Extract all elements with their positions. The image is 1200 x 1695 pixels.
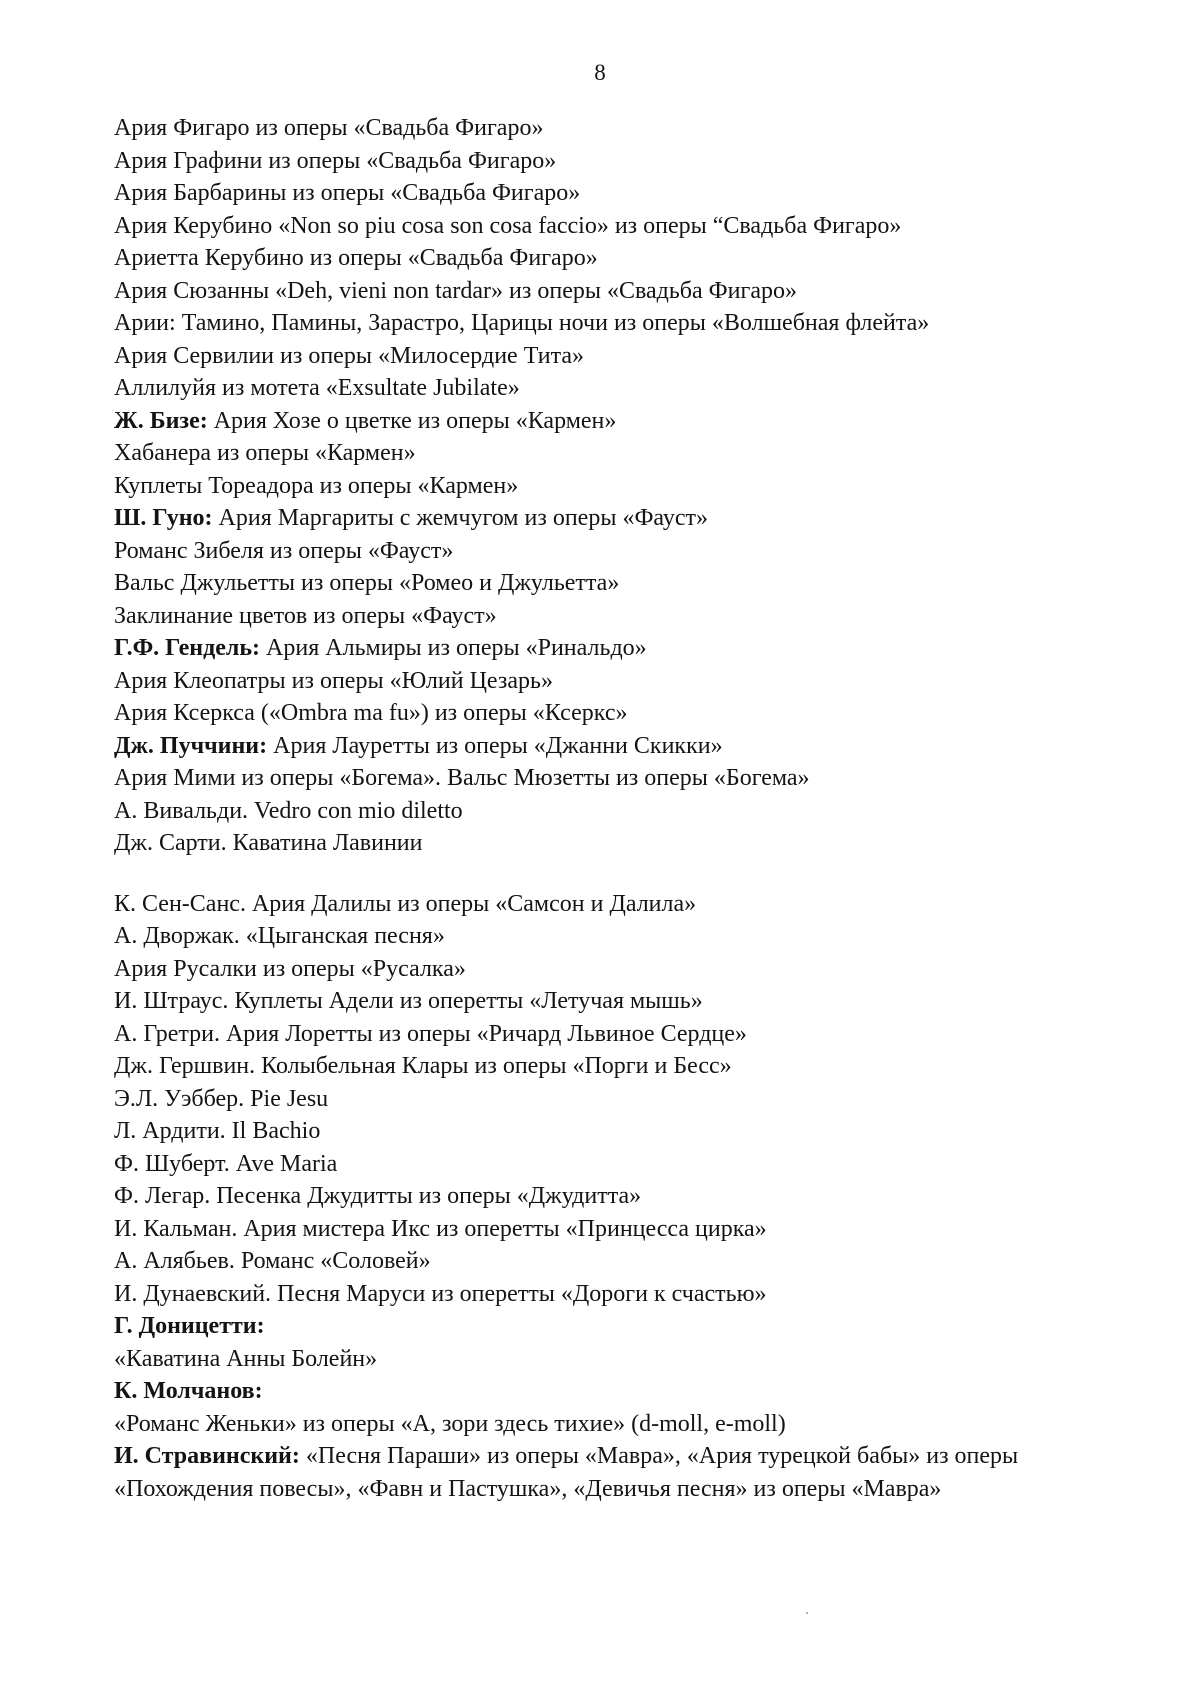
work-title: Ария Сервилии из оперы «Милосердие Тита» — [114, 342, 585, 369]
list-item — [114, 697, 1094, 730]
work-title: Ария Хозе о цветке из оперы «Кармен» — [207, 407, 617, 434]
list-item — [114, 145, 1094, 178]
work-title: Ария Клеопатры из оперы «Юлий Цезарь» — [114, 667, 553, 694]
work-title: Э.Л. Уэббер. Pie Jesu — [114, 1085, 329, 1112]
list-item — [114, 1083, 1094, 1116]
work-title: Ария Альмиры из оперы «Ринальдо» — [260, 635, 647, 661]
work-title: Ария Графини из оперы «Свадьба Фигаро» — [114, 147, 557, 174]
work-title: Ария Керубино «Non so piu cosa son cosa faccio» из оперы “Свадьба Фигаро» — [114, 212, 902, 239]
repertoire-block-2 — [114, 888, 1094, 1441]
list-item — [114, 242, 1094, 275]
list-item — [114, 1245, 1094, 1278]
list-item — [114, 567, 1094, 600]
list-item — [114, 437, 1094, 470]
work-title: Ария Маргариты с жемчугом из оперы «Фауст» — [212, 505, 708, 531]
list-item — [114, 665, 1094, 698]
list-item — [114, 730, 1094, 763]
work-title: Ария Ксеркса («Ombra ma fu») из оперы «Ксеркс» — [114, 700, 628, 726]
work-title: Аллилуйя из мотета «Exsultate Jubilate» — [114, 375, 520, 401]
list-item — [114, 340, 1094, 373]
work-title: А. Гретри. Ария Лоретты из оперы «Ричард Львиное Сердце» — [114, 1020, 747, 1047]
list-item — [114, 1115, 1094, 1148]
work-title: «Каватина Анны Болейн» — [114, 1345, 378, 1372]
work-title: И. Штраус. Куплеты Адели из оперетты «Летучая мышь» — [114, 988, 703, 1014]
work-title: Дж. Сарти. Каватина Лавинии — [114, 830, 423, 856]
work-title: Заклинание цветов из оперы «Фауст» — [114, 602, 497, 629]
work-title: Ария Барбарины из оперы «Свадьба Фигаро» — [114, 180, 581, 206]
work-title: А. Вивальди. Vedro con mio diletto — [114, 797, 463, 824]
work-title: Ария Сюзанны «Deh, vieni non tardar» из оперы «Свадьба Фигаро» — [114, 277, 797, 304]
list-item — [114, 888, 1094, 921]
work-title: Ф. Шуберт. Ave Maria — [114, 1150, 338, 1177]
list-item — [114, 372, 1094, 405]
work-title: А. Алябьев. Романс «Соловей» — [114, 1248, 431, 1274]
list-item — [114, 1180, 1094, 1213]
list-item — [114, 1018, 1094, 1051]
work-title: Л. Ардити. Il Bachio — [114, 1118, 321, 1144]
list-item — [114, 112, 1094, 145]
work-title: А. Дворжак. «Цыганская песня» — [114, 923, 445, 949]
list-item — [114, 535, 1094, 568]
work-title: И. Дунаевский. Песня Маруси из оперетты «Дороги к счастью» — [114, 1280, 767, 1307]
list-item — [114, 1310, 1094, 1343]
composer-name: Г. Доницетти: — [114, 1313, 265, 1339]
list-item — [114, 275, 1094, 308]
work-title: Романс Зибеля из оперы «Фауст» — [114, 537, 454, 564]
work-title: Ария Фигаро из оперы «Свадьба Фигаро» — [114, 115, 544, 141]
list-item — [114, 470, 1094, 503]
work-title: Ария Лауретты из оперы «Джанни Скикки» — [267, 732, 723, 759]
list-item — [114, 307, 1094, 340]
work-title: Куплеты Тореадора из оперы «Кармен» — [114, 472, 519, 499]
list-item — [114, 795, 1094, 828]
composer-name: И. Стравинский: — [114, 1443, 300, 1469]
list-item — [114, 502, 1094, 535]
work-title: Арии: Тамино, Памины, Зарастро, Царицы ночи из оперы «Волшебная флейта» — [114, 310, 930, 336]
list-item — [114, 405, 1094, 438]
list-item — [114, 1375, 1094, 1408]
composer-name: К. Молчанов: — [114, 1378, 263, 1404]
composer-name: Ш. Гуно: — [114, 505, 213, 531]
work-title: Дж. Гершвин. Колыбельная Клары из оперы «Порги и Бесс» — [114, 1053, 732, 1079]
list-item — [114, 1213, 1094, 1246]
list-item — [114, 1343, 1094, 1376]
composer-name: Г.Ф. Гендель: — [114, 635, 261, 661]
work-title: Хабанера из оперы «Кармен» — [114, 440, 416, 466]
list-item — [114, 1050, 1094, 1083]
list-item — [114, 920, 1094, 953]
list-item — [114, 210, 1094, 243]
work-title: «Песня Параши» из оперы «Мавра», «Ария турецкой бабы» из оперы «Похождения повесы», «Фавн и Пастушка», «Девичья песня» из оперы «Мавра» — [114, 1443, 1019, 1502]
block-spacer — [114, 860, 1094, 888]
list-item — [114, 632, 1094, 665]
list-item — [114, 762, 1094, 795]
work-title: Вальс Джульетты из оперы «Ромео и Джульетта» — [114, 570, 620, 596]
list-item — [114, 827, 1094, 860]
page-number: 8 — [594, 60, 606, 85]
repertoire-block-1 — [114, 112, 1094, 860]
work-title: Ария Русалки из оперы «Русалка» — [114, 955, 466, 982]
work-title: «Романс Женьки» из оперы «А, зори здесь тихие» (d-moll, e-moll) — [114, 1410, 786, 1437]
composer-name: Ж. Бизе: — [114, 407, 208, 434]
repertoire-list — [114, 112, 1094, 1505]
work-title: Ф. Легар. Песенка Джудитты из оперы «Джудитта» — [114, 1183, 642, 1209]
list-item — [114, 1148, 1094, 1181]
work-title: К. Сен-Санс. Ария Далилы из оперы «Самсон и Далила» — [114, 890, 697, 917]
composer-name: Дж. Пуччини: — [114, 732, 268, 759]
list-item — [114, 985, 1094, 1018]
list-item — [114, 953, 1094, 986]
work-title: И. Кальман. Ария мистера Икс из оперетты «Принцесса цирка» — [114, 1215, 767, 1242]
list-item — [114, 1440, 1094, 1505]
list-item — [114, 1408, 1094, 1441]
work-title: Ария Мими из оперы «Богема». Вальс Мюзетты из оперы «Богема» — [114, 765, 810, 791]
list-item — [114, 177, 1094, 210]
work-title: Ариетта Керубино из оперы «Свадьба Фигаро» — [114, 245, 598, 271]
list-item — [114, 1278, 1094, 1311]
scan-speck — [806, 1612, 808, 1614]
list-item — [114, 600, 1094, 633]
